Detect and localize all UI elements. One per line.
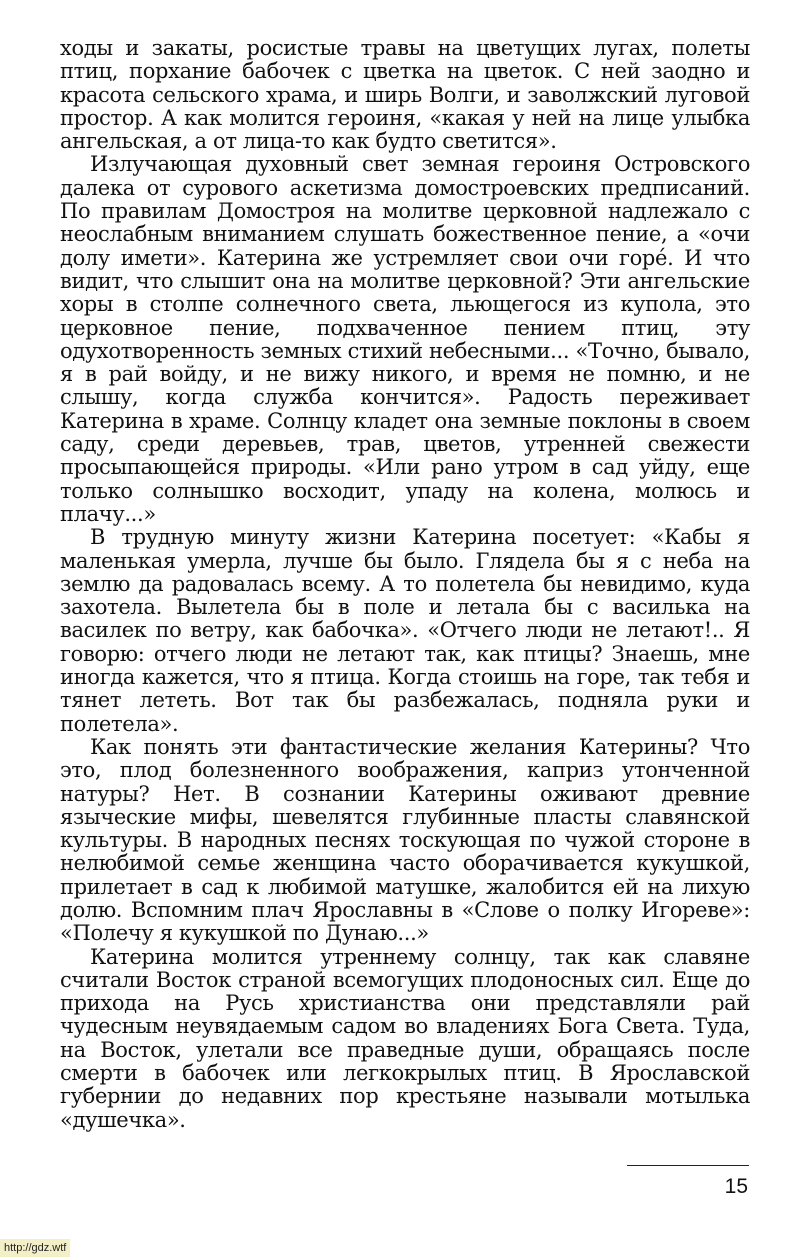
footer-rule [627, 1165, 749, 1166]
watermark-link[interactable]: http://gdz.wtf [0, 1239, 70, 1257]
paragraph: Как понять эти фантастические желания Катерины? Что это, плод болезненного воображения, каприз утонченной натуры? Нет. В сознании Катерины оживают древние языческие мифы, шевелятся глубинные пласты славянской культуры. В народных песнях тоскующая по чужой стороне в нелюбимой семье женщина часто оборачивается кукушкой, прилетает в сад к любимой матушке, жалобится ей на лихую долю. Вспомним плач Ярославны в «Слове о полку Игореве»: «Полечу я кукушкой по Дунаю...» [60, 734, 750, 946]
page-body [60, 37, 750, 1132]
paragraph-continuation: ходы и закаты, росистые травы на цветущих лугах, полеты птиц, порхание бабочек с цветка на цветок. С ней заодно и красота сельского храма, и ширь Волги, и заволжский луговой простор. А как молится героиня, «какая у ней на лице улыбка ангельская, а от лица-то как будто светится». [60, 36, 750, 154]
paragraph: Катерина молится утреннему солнцу, так как славяне считали Восток страной всемогущих плодоносных сил. Еще до прихода на Русь христианства они представляли рай чудесным неувядаемым садом во владениях Бога Света. Туда, на Восток, улетали все праведные души, обращаясь после смерти в бабочек или легкокрылых птиц. В Ярославской губернии до недавних пор крестьяне называли мотылька «душечка». [60, 944, 750, 1132]
paragraph: Излучающая духовный свет земная героиня Островского далека от сурового аскетизма домостроевских предписаний. По правилам Домостроя на молитве церковной надлежало с неослабным вниманием слушать божественное пение, а «очи долу имети». Катерина же устремляет свои очи горé. И что видит, что слышит она на молитве церковной? Эти ангельские хоры в столпе солнечного света, льющегося из купола, это церковное пение, подхваченное пением птиц, эту одухотворенность земных стихий небесными... «Точно, бывало, я в рай войду, и не вижу никого, и время не помню, и не слышу, когда служба кончится». Радость переживает Катерина в храме. Солнцу кладет она земные поклоны в своем саду, среди деревьев, трав, цветов, утренней свежести просыпающейся природы. «Или рано утром в сад уйду, еще только солнышко восходит, упаду на колена, молюсь и плачу...» [60, 152, 750, 526]
paragraph: В трудную минуту жизни Катерина посетует: «Кабы я маленькая умерла, лучше бы было. Глядела бы я с неба на землю да радовалась всему. А то полетела бы невидимо, куда захотела. Вылетела бы в поле и летала бы с василька на василек по ветру, как бабочка». «Отчего люди не летают!.. Я говорю: отчего люди не летают так, как птицы? Знаешь, мне иногда кажется, что я птица. Когда стоишь на горе, так тебя и тянет лететь. Вот так бы разбежалась, подняла руки и полетела». [60, 525, 750, 736]
page-number: 15 [724, 1175, 748, 1198]
